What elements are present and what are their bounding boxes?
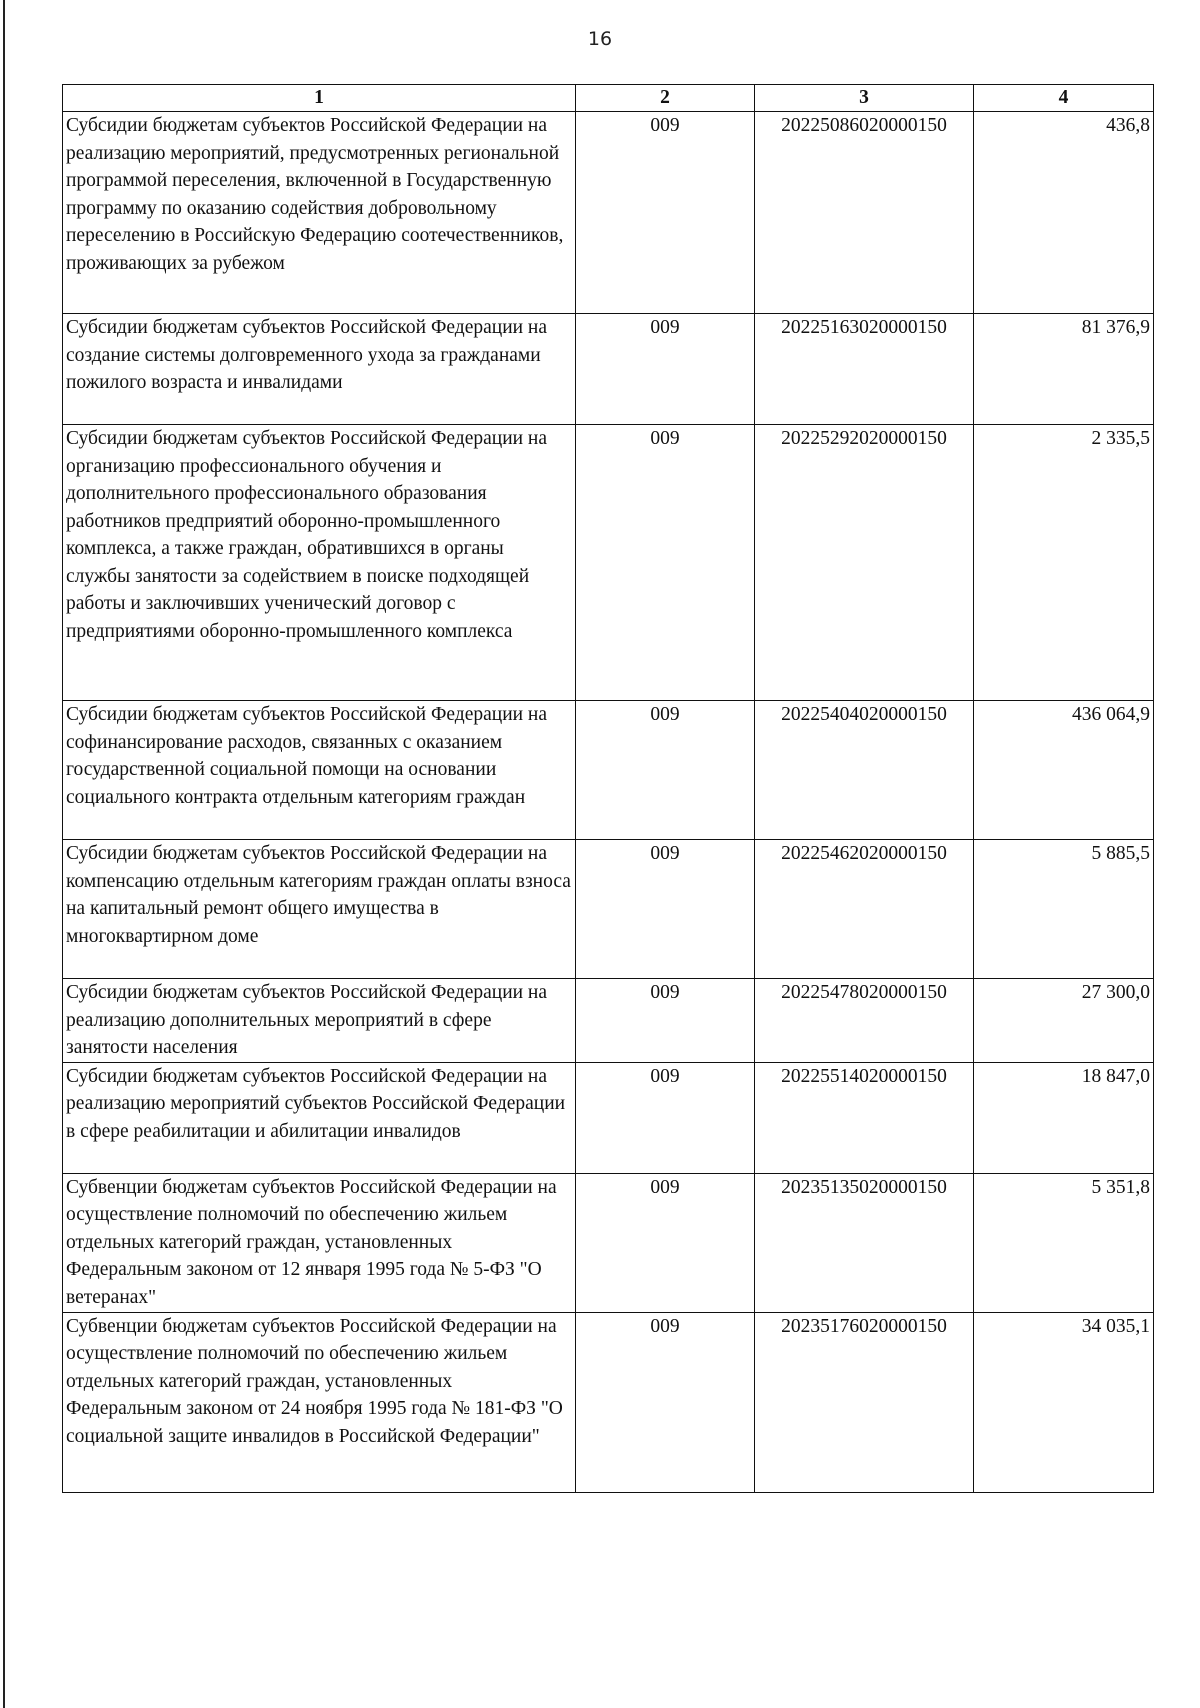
row-admin-code: 009: [576, 425, 755, 701]
row-budget-code: 20225514020000150: [755, 1062, 974, 1173]
budget-table: [62, 84, 1154, 1493]
row-budget-code: 20225462020000150: [755, 840, 974, 979]
row-admin-code: 009: [576, 1312, 755, 1492]
table-row: [63, 840, 1154, 979]
row-description: Субвенции бюджетам субъектов Российской Федерации на осуществление полномочий по обеспечению жильем отдельных категорий граждан, установленных Федеральным законом от 24 ноября 1995 года № 181-ФЗ "О социальной защите инвалидов в Российской Федерации": [63, 1312, 576, 1492]
header-col-2: 2: [576, 85, 755, 112]
table-row: [63, 979, 1154, 1063]
row-admin-code: 009: [576, 1062, 755, 1173]
row-description: Субсидии бюджетам субъектов Российской Федерации на реализацию мероприятий, предусмотренных региональной программой переселения, включенной в Государственную программу по оказанию содействия добровольному переселению в Российскую Федерацию соотечественников, проживающих за рубежом: [63, 112, 576, 314]
row-description: Субсидии бюджетам субъектов Российской Федерации на реализацию дополнительных мероприятий в сфере занятости населения: [63, 979, 576, 1063]
row-amount: 27 300,0: [974, 979, 1154, 1063]
row-description: Субсидии бюджетам субъектов Российской Федерации на реализацию мероприятий субъектов Российской Федерации в сфере реабилитации и абилитации инвалидов: [63, 1062, 576, 1173]
header-col-3: 3: [755, 85, 974, 112]
row-admin-code: 009: [576, 314, 755, 425]
row-amount: 436,8: [974, 112, 1154, 314]
row-budget-code: 20235135020000150: [755, 1173, 974, 1312]
row-amount: 81 376,9: [974, 314, 1154, 425]
row-admin-code: 009: [576, 979, 755, 1063]
row-budget-code: 20225292020000150: [755, 425, 974, 701]
header-col-4: 4: [974, 85, 1154, 112]
row-admin-code: 009: [576, 1173, 755, 1312]
row-budget-code: 20235176020000150: [755, 1312, 974, 1492]
row-budget-code: 20225478020000150: [755, 979, 974, 1063]
row-amount: 5 885,5: [974, 840, 1154, 979]
header-col-1: 1: [63, 85, 576, 112]
row-description: Субсидии бюджетам субъектов Российской Федерации на софинансирование расходов, связанных с оказанием государственной социальной помощи на основании социального контракта отдельным категориям граждан: [63, 701, 576, 840]
row-budget-code: 20225404020000150: [755, 701, 974, 840]
table-row: [63, 1173, 1154, 1312]
row-description: Субсидии бюджетам субъектов Российской Федерации на компенсацию отдельным категориям граждан оплаты взноса на капитальный ремонт общего имущества в многоквартирном доме: [63, 840, 576, 979]
table-row: [63, 1312, 1154, 1492]
table-row: [63, 314, 1154, 425]
table-row: [63, 1062, 1154, 1173]
row-amount: 2 335,5: [974, 425, 1154, 701]
row-amount: 5 351,8: [974, 1173, 1154, 1312]
row-description: Субсидии бюджетам субъектов Российской Федерации на создание системы долговременного ухода за гражданами пожилого возраста и инвалидами: [63, 314, 576, 425]
row-description: Субвенции бюджетам субъектов Российской Федерации на осуществление полномочий по обеспечению жильем отдельных категорий граждан, установленных Федеральным законом от 12 января 1995 года № 5-ФЗ "О ветеранах": [63, 1173, 576, 1312]
row-amount: 18 847,0: [974, 1062, 1154, 1173]
row-budget-code: 20225086020000150: [755, 112, 974, 314]
header-row: [63, 85, 1154, 112]
left-edge-line: [3, 0, 5, 1708]
row-budget-code: 20225163020000150: [755, 314, 974, 425]
row-admin-code: 009: [576, 701, 755, 840]
row-admin-code: 009: [576, 112, 755, 314]
table-row: [63, 112, 1154, 314]
row-admin-code: 009: [576, 840, 755, 979]
table-row: [63, 425, 1154, 701]
table-row: [63, 701, 1154, 840]
page-number: 16: [587, 28, 613, 50]
row-amount: 34 035,1: [974, 1312, 1154, 1492]
row-amount: 436 064,9: [974, 701, 1154, 840]
row-description: Субсидии бюджетам субъектов Российской Федерации на организацию профессионального обучения и дополнительного профессионального образования работников предприятий оборонно-промышленного комплекса, а также граждан, обратившихся в органы службы занятости за содействием в поиске подходящей работы и заключивших ученический договор с предприятиями оборонно-промышленного комплекса: [63, 425, 576, 701]
